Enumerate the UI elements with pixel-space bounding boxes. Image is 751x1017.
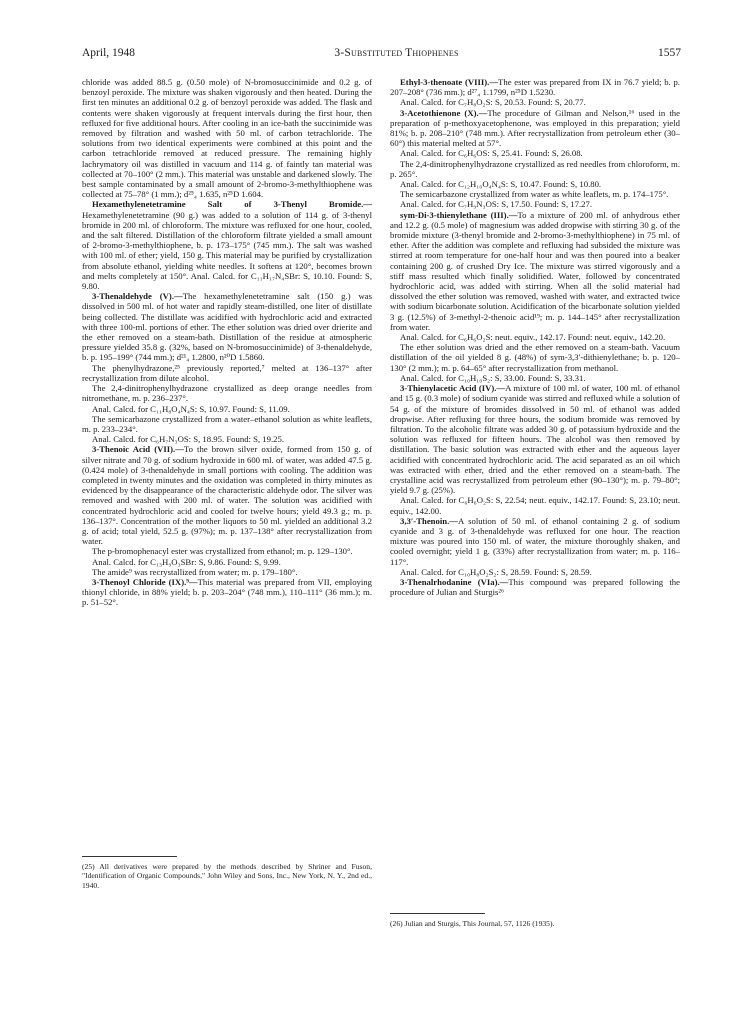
paragraph: [82, 434, 372, 444]
right-column: [390, 77, 680, 907]
paragraph-text: Anal. Calcd. for C₆H₆O₂S: neut. equiv., 142.17. Found: neut. equiv., 142.20.: [400, 332, 666, 343]
paragraph-text: Anal. Calcd. for C₁₁H₈O₄N₄S: S, 10.97. Found: S, 11.09.: [92, 403, 290, 414]
paragraph: [82, 414, 372, 434]
paragraph: [390, 383, 680, 495]
paragraph: [390, 577, 680, 597]
footnote-rule-left: [82, 856, 177, 857]
paragraph: [390, 516, 680, 567]
paragraph-text: Anal. Calcd. for C₁₃H₉O₃SBr: S, 9.86. Found: S, 9.99.: [92, 556, 281, 567]
paragraph: [390, 77, 680, 97]
paragraph-text: The amide⁹ was recrystallized from water; m. p. 179–180°.: [92, 566, 298, 577]
paragraph-text: chloride was added 88.5 g. (0.50 mole) of N-bromosuccinimide and 0.2 g. of benzoyl peroxide. The mixture was shaken vigorously and then heated. During the first ten minutes an additional 0.2 g. of benzoyl peroxide was added. The flask and contents were shaken vigorously at frequent intervals during the first hour, then refluxed for five additional hours. After cooling in an ice-bath the succinimide was removed by filtration and washed with 50 ml. of carbon tetrachloride. The solutions from two identical experiments were combined at this point and the carbon tetrachloride removed at reduced pressure. The remaining highly lachrymatory oil was distilled in vacuum and 114 g. of faintly tan material was collected at 70–100° (2 mm.). This material was unstable and darkened slowly. The best sample contaminated by a small amount of 2-bromo-3-methylthiophene was collected at 75–78° (1 mm.); d²⁵₄ 1.635, n²⁵D 1.604.: [82, 77, 372, 200]
paragraph: [390, 567, 680, 577]
footnote-rule-right: [390, 913, 485, 914]
paragraph-text: The 2,4-dinitrophenylhydrazone crystallized as red needles from chloroform, m. p. 265°.: [390, 158, 680, 179]
paragraph-text: The 2,4-dinitrophenylhydrazone crystallized as deep orange needles from nitromethane, m. p. 236–237°.: [82, 383, 372, 404]
paragraph: [82, 291, 372, 362]
page-number: 1557: [658, 47, 681, 59]
paragraph-text: The semicarbazone crystallized from a water–ethanol solution as white leaflets, m. p. 233–234°.: [82, 413, 372, 434]
paragraph-text: The phenylhydrazone,²⁵ previously reported,⁷ melted at 136–137° after recrystallization from dilute alcohol.: [82, 362, 372, 383]
paragraph-text: The p-bromophenacyl ester was crystallized from ethanol; m. p. 129–130°.: [92, 546, 353, 557]
paragraph: [390, 179, 680, 189]
paragraph: [390, 148, 680, 158]
section-heading: 3,3′-Thenoin.—: [400, 515, 458, 526]
paragraph: [390, 189, 680, 199]
header-title: 3-Substituted Thiophenes: [334, 47, 459, 59]
paragraph: [82, 444, 372, 546]
paragraph: [390, 108, 680, 149]
paragraph-text: Anal. Calcd. for C₇H₉N₃OS: S, 17.50. Found: S, 17.27.: [400, 199, 593, 210]
paragraph: [82, 557, 372, 567]
paragraph: [390, 210, 680, 332]
paragraph: [390, 97, 680, 107]
paragraph: [390, 332, 680, 342]
section-heading: 3-Thienylacetic Acid (IV).—: [400, 383, 506, 394]
paragraph: [390, 159, 680, 179]
header-date: April, 1948: [82, 47, 136, 59]
paragraph-text: Anal. Calcd. for C₁₀H₁₀S₂: S, 33.00. Found: S, 33.31.: [400, 372, 586, 383]
paragraph: [82, 383, 372, 403]
paragraph-text: Anal. Calcd. for C₆H₆OS: S, 25.41. Found: S, 26.08.: [400, 148, 583, 159]
paragraph-text: Hexamethylenetetramine (90 g.) was added to a solution of 114 g. of 3-thenyl bromide in 200 ml. of chloroform. The mixture was refluxed for one hour, cooled, and the salt filtered. Distillation of the chloroform filtrate yielded a small amount of 2-bromo-3-methylthiophene, b. p. 173–175° (745 mm.). The salt was washed with 100 ml. of ether; yield, 150 g. This material may be purified by crystallization from absolute ethanol, yielding white needles. It softens at 120°, becomes brown and melts completely at 150°. Anal. Calcd. for C₁₁H₁₇N₄SBr: S, 10.10. Found: S, 9.80.: [82, 209, 372, 292]
paragraph-text: To a mixture of 200 ml. of anhydrous ether and 12.2 g. (0.5 mole) of magnesium was added dropwise with stirring 30 g. of the bromide mixture (3-thenyl bromide and 2-bromo-3-methylthiophene) in 75 ml. of ether. After the addition was complete and refluxing had subsided the mixture was stirred at room temperature for one-half hour and was then poured into a beaker containing 200 g. of crushed Dry Ice. The mixture was stirred vigorously and a stiff mass resulted which finally solidified. Water, followed by concentrated hydrochloric acid, was added with stirring. When all the solid material had dissolved the ether solution was removed, washed with water, and extracted twice with sodium bicarbonate solution. Acidification of the bicarbonate solution yielded 3 g. (12.5%) of 3-methyl-2-thenoic acid¹⁹; m. p. 144–145° after recrystallization from water.: [390, 209, 680, 332]
footnote-right: (26) Julian and Sturgis, This Journal, 57, 1126 (1935).: [390, 919, 555, 928]
section-heading: Hexamethylenetetramine Salt of 3-Thenyl Bromide.—: [92, 199, 372, 210]
paragraph-text: A mixture of 100 ml. of water, 100 ml. of ethanol and 15 g. (0.3 mole) of sodium cyanide was stirred and refluxed while a solution of 54 g. of the mixture of bromides dissolved in 50 ml. of ethanol was added dropwise. After refluxing for three hours, the sodium bromide was removed by filtration. To the alcoholic filtrate was added 30 g. of potassium hydroxide and the solution was refluxed for fifteen hours. The alcohol was then removed by distillation. The basic solution was extracted with ether and the aqueous layer acidified with concentrated hydrochloric acid. The acid separated as an oil which was extracted with ether, dried and the ether removed on a steam-bath. The crystalline acid was recrystallized from petroleum ether (90–130°); m. p. 79–80°; yield 9.7 g. (25%).: [390, 383, 680, 496]
paragraph: [82, 404, 372, 414]
section-heading: sym-Di-3-thienylethane (III).—: [400, 209, 518, 220]
paragraph: [390, 199, 680, 209]
paragraph: [390, 342, 680, 373]
footnote-left: (25) All derivatives were prepared by the methods described by Shriner and Fuson, "Identification of Organic Compounds," John Wiley and Sons, Inc., New York, N. Y., 2nd ed., 1940.: [82, 862, 372, 890]
paragraph: [82, 577, 372, 608]
paragraph-text: To the brown silver oxide, formed from 150 g. of silver nitrate and 70 g. of sodium hydroxide in 600 ml. of water, was added 47.5 g. (0.424 mole) of 3-thenaldehyde in small portions with cooling. The addition was completed in twenty minutes and the oxidation was completed in thirty minutes as evidenced by the disappearance of the characteristic aldehyde odor. The silver was removed and washed with 200 ml. of water. The solution was acidified with concentrated hydrochloric acid and cooled for twelve hours; yield 49.3 g.; m. p. 136–137°. Concentration of the mother liquors to 50 ml. yielded an additional 3.2 g. of acid; total yield, 52.5 g. (97%); m. p. 137–138° after recrystallization from water.: [82, 444, 372, 547]
paragraph-text: The ester was prepared from IX in 76.7 yield; b. p. 207–208° (736 mm.); d²⁷₄ 1.1799, n²⁵D 1.5230.: [390, 77, 680, 98]
paragraph-text: Anal. Calcd. for C₆H₇N₃OS: S, 18.95. Found: S, 19.25.: [92, 434, 285, 445]
paragraph-text: This compound was prepared following the procedure of Julian and Sturgis²⁶: [390, 576, 680, 598]
paragraph: [390, 495, 680, 515]
paragraph-text: Anal. Calcd. for C₆H₆O₂S: S, 22.54; neut. equiv., 142.17. Found: S, 23.10; neut. equiv., 142.00.: [390, 495, 680, 516]
paragraph: [390, 373, 680, 383]
section-heading: Ethyl-3-thenoate (VIII).—: [400, 77, 499, 87]
paragraph: [82, 567, 372, 577]
section-heading: 3-Thenaldehyde (V).—: [92, 291, 183, 302]
section-heading: 3-Thenoic Acid (VII).—: [92, 444, 184, 455]
paragraph-text: Anal. Calcd. for C₇H₈O₂S: S, 20.53. Found: S, 20.77.: [400, 97, 586, 108]
section-heading: 3-Acetothienone (X).—: [400, 107, 488, 118]
paragraph: [82, 363, 372, 383]
paragraph: [82, 77, 372, 199]
paragraph-text: The semicarbazone crystallized from water as white leaflets, m. p. 174–175°.: [400, 189, 669, 200]
paragraph: [82, 546, 372, 556]
paragraph-text: This material was prepared from VII, employing thionyl chloride, in 88% yield; b. p. 203–204° (748 mm.), 110–111° (36 mm.); m. p. 51–52°.: [82, 576, 372, 608]
paragraph-text: The ether solution was dried and the ether removed on a steam-bath. Vacuum distillation of the oil yielded 8 g. (48%) of sym-3,3′-dithienylethane; b. p. 120–130° (2 mm.); m. p. 64–65° after recrystallization from methanol.: [390, 342, 680, 373]
paragraph-text: A solution of 50 ml. of ethanol containing 2 g. of sodium cyanide and 3 g. of 3-thenaldehyde was refluxed for one hour. The reaction mixture was poured into 150 ml. of water, the mixture thoroughly shaken, and cooled overnight; yield 1 g. (33%) after recrystallization from water; m. p. 116–117°.: [390, 515, 680, 567]
paragraph-text: Anal. Calcd. for C₁₀H₈O₂S₂: S, 28.59. Found: S, 28.59.: [400, 566, 592, 577]
paragraph-text: The hexamethylenetetramine salt (150 g.) was dissolved in 500 ml. of hot water and rapidly steam-distilled, one liter of distillate being collected. The distillate was acidified with hydrochloric acid and extracted with three 100-ml. portions of ether. The ether solution was dried over drierite and the ether removed on a steam-bath. Distillation of the residue at atmospheric pressure yielded 35.8 g. (32%, based on N-bromosuccinimide) of 3-thenaldehyde, b. p. 195–199° (744 mm.); d²¹₄ 1.2800, n²⁰D 1.5860.: [82, 291, 372, 363]
section-heading: 3-Thenoyl Chloride (IX).⁹—: [92, 576, 198, 587]
left-column: [82, 77, 372, 847]
paragraph-text: The procedure of Gilman and Nelson,¹⁶ used in the preparation of p-methoxyacetophenone, was employed in this preparation; yield 81%; b. p. 208–210° (748 mm.). After recrystallization from petroleum ether (30–60°) this material melted at 57°.: [390, 107, 680, 149]
running-header: [82, 47, 681, 63]
paragraph: [82, 199, 372, 291]
section-heading: 3-Thenalrhodanine (VIa).—: [400, 576, 509, 587]
paragraph-text: Anal. Calcd. for C₁₂H₁₀O₄N₄S: S, 10.47. Found: S, 10.80.: [400, 179, 602, 190]
